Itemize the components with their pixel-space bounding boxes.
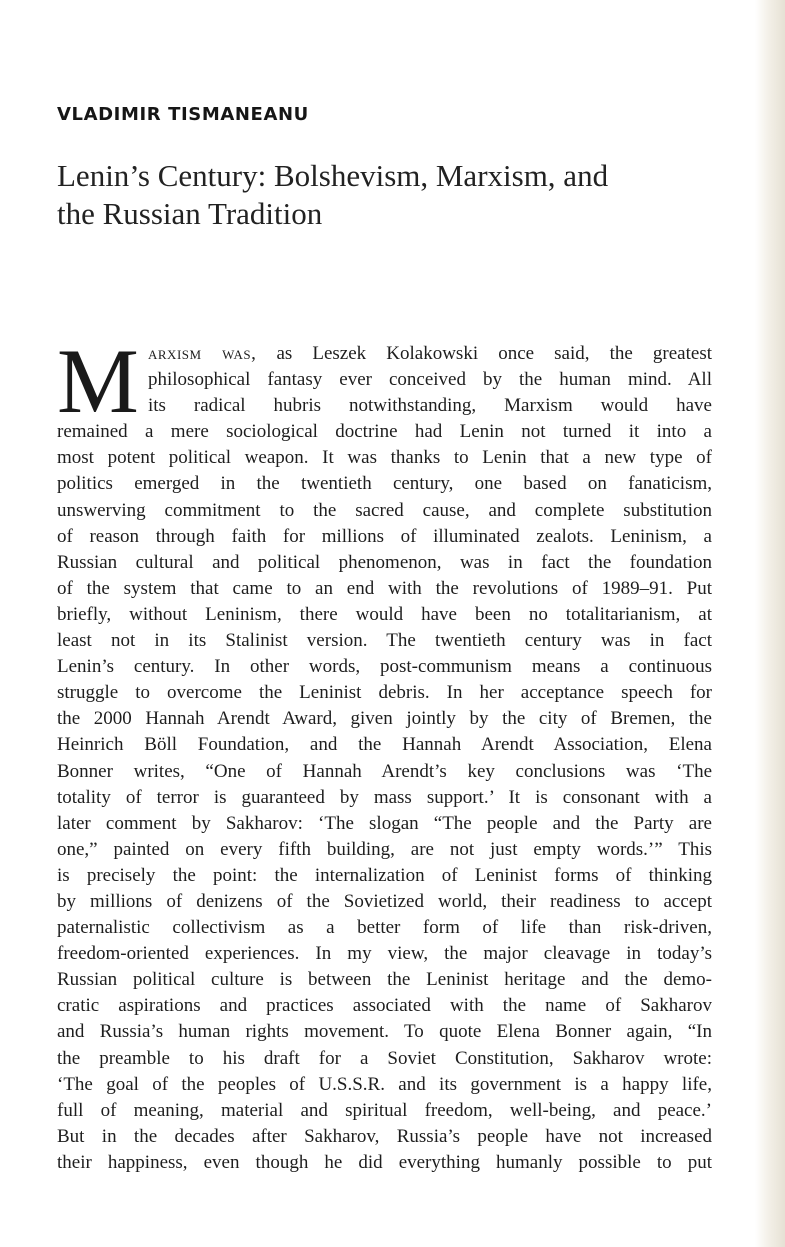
body-line: briefly, without Leninism, there would have been no totalitarianism, at bbox=[57, 603, 712, 625]
body-line: later comment by Sakharov: ‘The slogan “The people and the Party are bbox=[57, 812, 712, 834]
body-line: least not in its Stalinist version. The twentieth century was in fact bbox=[57, 630, 712, 652]
body-line bbox=[57, 341, 712, 367]
body-line: politics emerged in the twentieth century, one based on fanaticism, bbox=[57, 473, 712, 495]
opening-small-caps: arxism was, bbox=[148, 343, 257, 364]
body-line: philosophical fantasy ever conceived by the human mind. All bbox=[148, 369, 712, 391]
body-line: struggle to overcome the Leninist debris. In her acceptance speech for bbox=[57, 682, 712, 704]
author-name: VLADIMIR TISMANEANU bbox=[57, 104, 309, 125]
body-line: unswerving commitment to the sacred cause, and complete substitution bbox=[57, 499, 712, 521]
body-paragraph bbox=[57, 330, 712, 1176]
body-line: its radical hubris notwithstanding, Marxism would have bbox=[148, 395, 712, 417]
drop-cap: M bbox=[57, 330, 139, 432]
body-line: the preamble to his draft for a Soviet Constitution, Sakharov wrote: bbox=[57, 1047, 712, 1069]
body-line: Russian political culture is between the Leninist heritage and the demo- bbox=[57, 969, 712, 991]
body-line: the 2000 Hannah Arendt Award, given jointly by the city of Bremen, the bbox=[57, 708, 712, 730]
body-line: paternalistic collectivism as a better form of life than risk-driven, bbox=[57, 917, 712, 939]
body-line: remained a mere sociological doctrine had Lenin not turned it into a bbox=[57, 421, 712, 443]
chapter-title bbox=[57, 157, 697, 233]
body-line: by millions of denizens of the Sovietized world, their readiness to accept bbox=[57, 890, 712, 912]
body-line: Lenin’s century. In other words, post-communism means a continuous bbox=[57, 656, 712, 678]
body-line: cratic aspirations and practices associated with the name of Sakharov bbox=[57, 995, 712, 1017]
body-line-1-text: as Leszek Kolakowski once said, the greatest bbox=[256, 343, 712, 364]
body-line: Heinrich Böll Foundation, and the Hannah Arendt Association, Elena bbox=[57, 734, 712, 756]
body-line: freedom-oriented experiences. In my view, the major cleavage in today’s bbox=[57, 943, 712, 965]
body-line: is precisely the point: the internalization of Leninist forms of thinking bbox=[57, 864, 712, 886]
body-line: ‘The goal of the peoples of U.S.S.R. and its government is a happy life, bbox=[57, 1073, 712, 1095]
body-line: Bonner writes, “One of Hannah Arendt’s key conclusions was ‘The bbox=[57, 760, 712, 782]
page-spine-shadow bbox=[755, 0, 785, 1247]
body-line: Russian cultural and political phenomenon, was in fact the foundation bbox=[57, 551, 712, 573]
body-line: of the system that came to an end with the revolutions of 1989–91. Put bbox=[57, 577, 712, 599]
body-line: full of meaning, material and spiritual freedom, well-being, and peace.’ bbox=[57, 1099, 712, 1121]
body-line: of reason through faith for millions of illuminated zealots. Leninism, a bbox=[57, 525, 712, 547]
chapter-title-line-1: Lenin’s Century: Bolshevism, Marxism, and bbox=[57, 158, 609, 193]
body-line: totality of terror is guaranteed by mass support.’ It is consonant with a bbox=[57, 786, 712, 808]
chapter-title-line-2: the Russian Tradition bbox=[57, 196, 323, 231]
body-line: most potent political weapon. It was thanks to Lenin that a new type of bbox=[57, 447, 712, 469]
body-line: and Russia’s human rights movement. To quote Elena Bonner again, “In bbox=[57, 1021, 712, 1043]
body-line: one,” painted on every fifth building, are not just empty words.’” This bbox=[57, 838, 712, 860]
body-line: But in the decades after Sakharov, Russia’s people have not increased bbox=[57, 1125, 712, 1147]
body-line: their happiness, even though he did everything humanly possible to put bbox=[57, 1151, 712, 1173]
